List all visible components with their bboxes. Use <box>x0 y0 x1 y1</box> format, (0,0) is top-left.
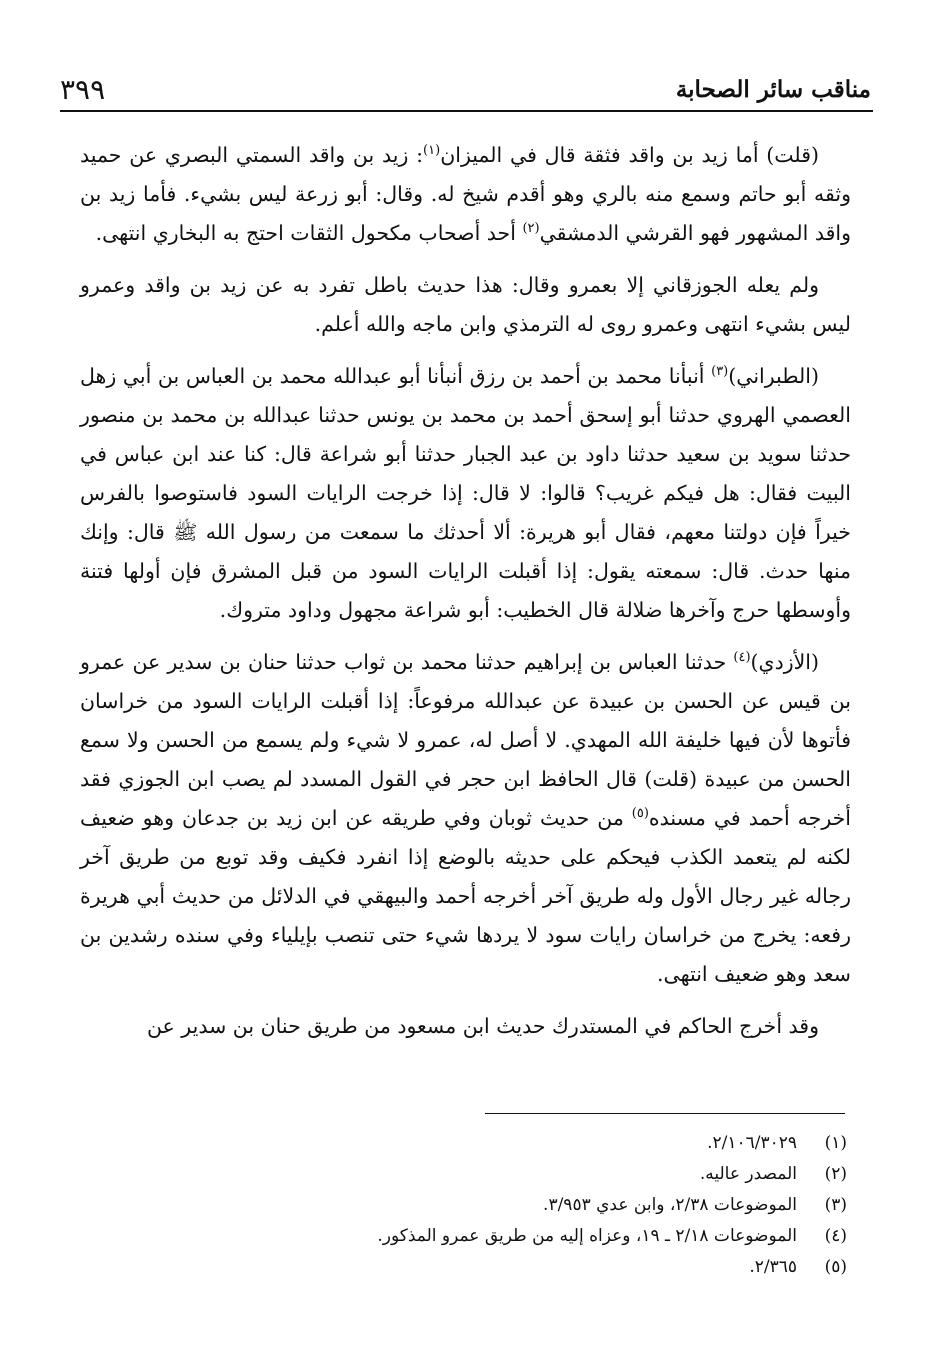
footnote-reference[interactable]: (١) <box>423 143 441 159</box>
paragraph <box>80 136 851 253</box>
footnote <box>80 1190 847 1221</box>
footnote-text: ٢/٣٦٥. <box>749 1257 797 1277</box>
paragraph <box>80 1007 851 1046</box>
text-segment: أنبأنا محمد بن أحمد بن رزق أنبأنا أبو عبدالله محمد بن العباس بن أبي زهل العصمي الهروي حدثنا أبو إسحق أحمد بن محمد بن يونس حدثنا عبدالله بن محمد بن منصور حدثنا سويد بن سعيد حدثنا داود بن عبد الجبار حدثنا أبو شراعة قال: كنا عند ابن عباس في البيت فقال: هل فيكم غريب؟ قالوا: لا قال: إذا خرجت الرايات السود فاستوصوا بالفرس خيراً فإن دولتنا معهم، فقال أبو هريرة: ألا أحدثك ما سمعت من رسول الله <box>80 364 851 544</box>
text-segment: حدثنا العباس بن إبراهيم حدثنا محمد بن ثواب حدثنا حنان بن سدير عن عمرو بن قيس عن الحسن بن عبيدة عن عبدالله مرفوعاً: إذا أقبلت الرايات السود من خراسان فأتوها لأن فيها خليفة الله المهدي. لا أصل له، عمرو لا شيء ولم يسمع من الحسن ولا سمع الحسن من عبيدة (قلت) قال الحافظ ابن حجر في القول المسدد لم يصب ابن الجوزي فقد أخرجه أحمد في مسنده <box>80 650 851 830</box>
text-segment: قال: وإنك منها حدث. قال: سمعته يقول: إذا أقبلت الرايات السود من قبل المشرق فإن أولها فتنة وأوسطها حرج وآخرها ضلالة قال الخطيب: أبو شراعة مجهول وداود متروك. <box>80 520 851 622</box>
footnote-separator <box>485 1113 845 1114</box>
page-number: ٣٩٩ <box>60 73 106 106</box>
footnotes-list <box>80 1128 847 1283</box>
paragraph <box>80 643 851 994</box>
footnote-reference[interactable]: (٥) <box>631 806 649 822</box>
footnote-text: المصدر عاليه. <box>699 1164 797 1184</box>
footnote-number: (١) <box>824 1133 847 1153</box>
footnote-number: (٤) <box>824 1226 847 1246</box>
footnote <box>80 1252 847 1283</box>
paragraph <box>80 266 851 344</box>
text-segment: من حديث ثوبان وفي طريقه عن ابن زيد بن جدعان وهو ضعيف لكنه لم يتعمد الكذب فيحكم على حديثه بالوضع إذا انفرد فكيف وقد توبع من طريق آخر رجاله غير رجال الأول وله طريق آخر أخرجه أحمد والبيهقي في الدلائل من حديث أبي هريرة رفعه: يخرج من خراسان رايات سود لا يردها شيء حتى تنصب بإيلياء وفي سنده رشدين بن سعد وهو ضعيف انتهى. <box>80 806 851 986</box>
text-segment: وقد أخرج الحاكم في المستدرك حديث ابن مسعود من طريق حنان بن سدير عن <box>146 1014 819 1038</box>
text-segment: (قلت) أما زيد بن واقد فثقة قال في الميزان <box>440 143 820 167</box>
footnote <box>80 1159 847 1190</box>
footnote-reference[interactable]: (٢) <box>522 221 540 237</box>
text-segment: ولم يعله الجوزقاني إلا بعمرو وقال: هذا حديث باطل تفرد به عن زيد بن واقد وعمرو ليس بشيء انتهى وعمرو روى له الترمذي وابن ماجه والله أعلم. <box>80 273 851 336</box>
footnote-reference[interactable]: (٣) <box>711 364 729 380</box>
text-segment: (الطبراني) <box>728 364 819 388</box>
running-header <box>60 66 871 110</box>
text-segment: (الأزدي) <box>750 650 819 674</box>
footnote-text: الموضوعات ٢/١٨ ـ ١٩، وعزاه إليه من طريق عمرو المذكور. <box>377 1226 797 1246</box>
footnote-number: (٥) <box>824 1257 847 1277</box>
footnote-text: الموضوعات ٢/٣٨، وابن عدي ٣/٩٥٣. <box>543 1195 797 1215</box>
footnote-number: (٣) <box>824 1195 847 1215</box>
honorific-symbol: ﷺ <box>173 520 198 544</box>
footnote-number: (٢) <box>824 1164 847 1184</box>
main-text <box>80 136 851 1046</box>
footnote-text: ٢/١٠٦/٣٠٢٩. <box>707 1133 797 1153</box>
footnote <box>80 1128 847 1159</box>
footnote <box>80 1221 847 1252</box>
footnote-reference[interactable]: (٤) <box>733 650 751 666</box>
header-rule <box>60 110 873 112</box>
text-segment: أحد أصحاب مكحول الثقات احتج به البخاري انتهى. <box>95 221 523 245</box>
chapter-title: مناقب سائر الصحابة <box>675 76 871 103</box>
text-segment: : زيد بن واقد السمتي البصري عن حميد وثقه أبو حاتم وسمع منه بالري وهو أقدم شيخ له. وقال: أبو زرعة ليس بشيء. فأما زيد بن واقد المشهور فهو القرشي الدمشقي <box>80 143 851 245</box>
paragraph <box>80 357 851 630</box>
